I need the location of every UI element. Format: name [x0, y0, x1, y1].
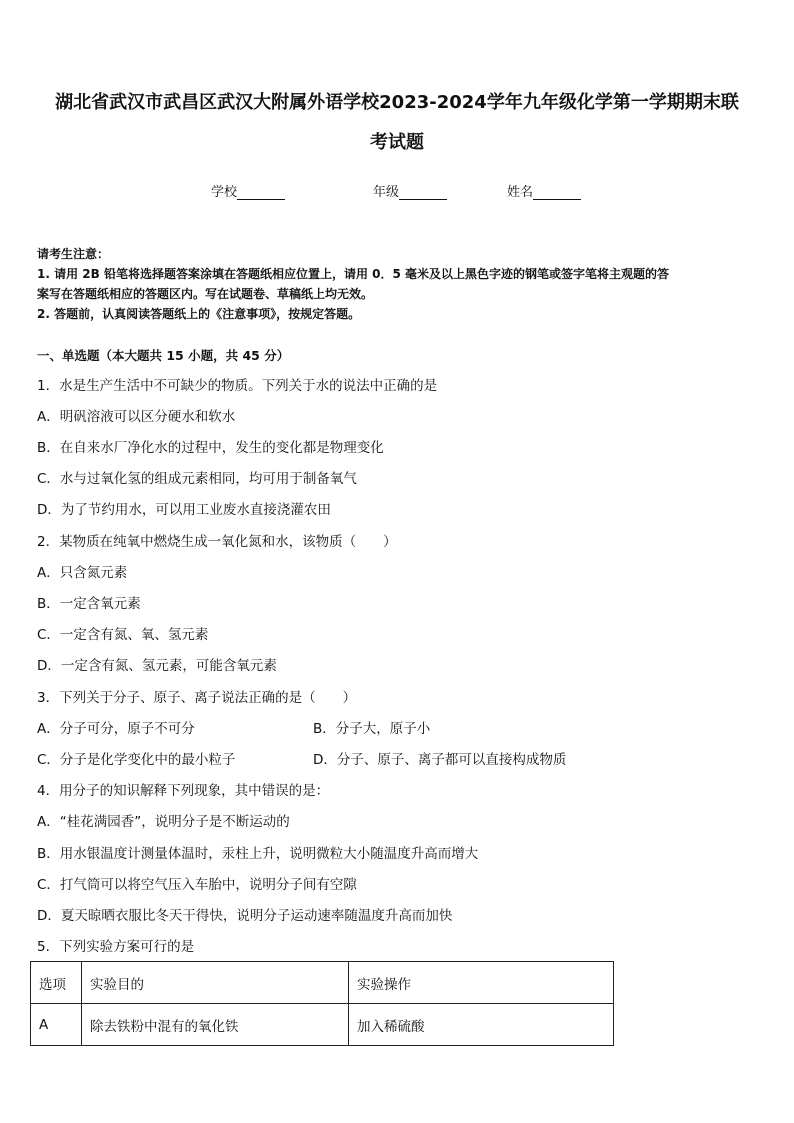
question-stem: 2．某物质在纯氧中燃烧生成一氧化氮和水，该物质（ ） — [37, 534, 397, 550]
name-label: 姓名 — [507, 185, 534, 200]
question-stem: 4．用分子的知识解释下列现象，其中错误的是： — [37, 783, 330, 799]
exam-title-continued: 考试题 — [370, 132, 424, 153]
school-label: 学校 — [211, 185, 238, 200]
option: C．水与过氧化氢的组成元素相同，均可用于制备氧气 — [37, 471, 357, 487]
question-stem: 5．下列实验方案可行的是 — [37, 939, 195, 955]
option: A．只含氮元素 — [37, 565, 128, 581]
option: D．一定含有氮、氢元素，可能含氧元素 — [37, 658, 277, 674]
name-field — [507, 181, 581, 200]
grade-label: 年级 — [373, 185, 400, 200]
school-field — [211, 181, 285, 200]
notice-line: 案写在答题纸相应的答题区内。写在试题卷、草稿纸上均无效。 — [37, 287, 374, 301]
table-cell: A — [31, 1004, 82, 1046]
table-cell: 除去铁粉中混有的氧化铁 — [82, 1004, 349, 1046]
experiment-table — [30, 961, 614, 1046]
notice-line: 1. 请用 2B 铅笔将选择题答案涂填在答题纸相应位置上，请用 0．5 毫米及以上黑色字迹的钢笔或签字笔将主观题的答 — [37, 267, 669, 281]
option: B．用水银温度计测量体温时，汞柱上升，说明微粒大小随温度升高而增大 — [37, 846, 479, 862]
option: D．分子、原子、离子都可以直接构成物质 — [313, 752, 567, 768]
option: B．分子大，原子小 — [313, 721, 431, 737]
table-header-cell: 实验目的 — [82, 962, 349, 1004]
exam-title: 湖北省武汉市武昌区武汉大附属外语学校2023-2024学年九年级化学第一学期期末联 — [55, 92, 739, 113]
option: A．“桂花满园香”，说明分子是不断运动的 — [37, 814, 290, 830]
option: A．明矾溶液可以区分硬水和软水 — [37, 409, 236, 425]
table-cell: 加入稀硫酸 — [349, 1004, 614, 1046]
notice-block — [37, 244, 759, 324]
table-header-row — [31, 962, 614, 1004]
table-header-cell: 实验操作 — [349, 962, 614, 1004]
option: C．打气筒可以将空气压入车胎中，说明分子间有空隙 — [37, 877, 357, 893]
notice-heading: 请考生注意： — [37, 247, 110, 261]
option: A．分子可分，原子不可分 — [37, 721, 195, 737]
table-header-cell: 选项 — [31, 962, 82, 1004]
grade-blank — [399, 185, 447, 200]
option: B．一定含氧元素 — [37, 596, 141, 612]
name-blank — [533, 185, 581, 200]
option: D．为了节约用水，可以用工业废水直接浇灌农田 — [37, 502, 331, 518]
question-stem: 3．下列关于分子、原子、离子说法正确的是（ ） — [37, 690, 357, 706]
option: C．分子是化学变化中的最小粒子 — [37, 752, 236, 768]
table-row — [31, 1004, 614, 1046]
school-blank — [237, 185, 285, 200]
notice-line: 2. 答题前，认真阅读答题纸上的《注意事项》，按规定答题。 — [37, 307, 361, 321]
option: D．夏天晾晒衣服比冬天干得快，说明分子运动速率随温度升高而加快 — [37, 908, 453, 924]
option: C．一定含有氮、氧、氢元素 — [37, 627, 209, 643]
option: B．在自来水厂净化水的过程中，发生的变化都是物理变化 — [37, 440, 384, 456]
grade-field — [373, 181, 447, 200]
question-stem: 1．水是生产生活中不可缺少的物质。下列关于水的说法中正确的是 — [37, 378, 438, 394]
section-heading: 一、单选题（本大题共 15 小题，共 45 分） — [37, 348, 290, 363]
